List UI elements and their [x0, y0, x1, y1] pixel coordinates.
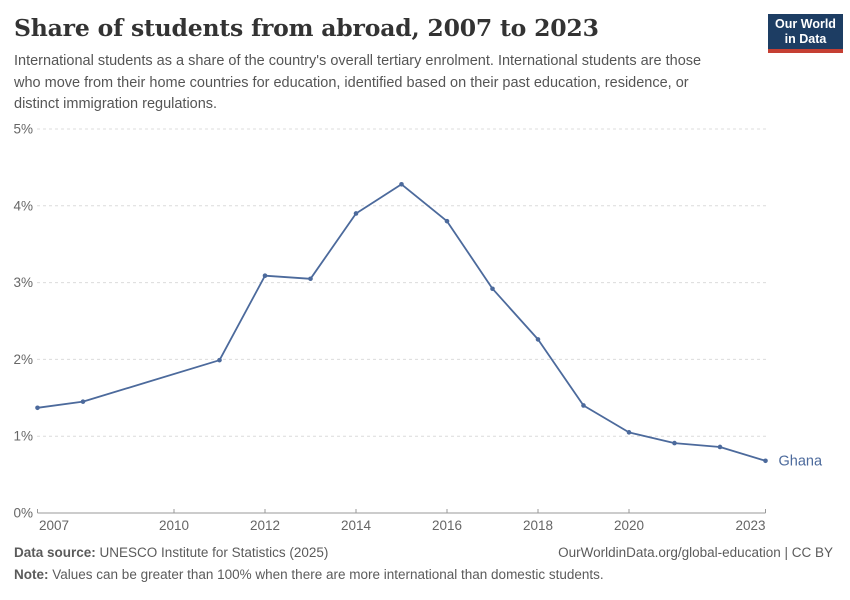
x-tick-label: 2012	[249, 518, 281, 533]
attribution-link[interactable]: OurWorldinData.org/global-education | CC BY	[558, 545, 833, 560]
data-point-marker[interactable]	[718, 445, 723, 450]
owid-logo-line2: in Data	[784, 31, 827, 46]
x-tick-label: 2010	[158, 518, 190, 533]
data-point-marker[interactable]	[490, 286, 495, 291]
x-tick-label: 2014	[340, 518, 372, 533]
data-point-marker[interactable]	[399, 182, 404, 187]
x-tick-label: 2007	[39, 518, 70, 533]
owid-logo-line1: Our World	[775, 16, 836, 31]
data-point-marker[interactable]	[217, 358, 222, 363]
data-source-value: UNESCO Institute for Statistics (2025)	[99, 545, 329, 560]
data-point-marker[interactable]	[627, 430, 632, 435]
data-point-marker[interactable]	[763, 458, 768, 463]
data-point-marker[interactable]	[308, 276, 313, 281]
note-label: Note:	[14, 567, 49, 582]
x-tick-label: 2016	[431, 518, 463, 533]
data-source	[14, 543, 328, 563]
chart-footer	[14, 543, 833, 585]
data-point-marker[interactable]	[35, 405, 40, 410]
chart-title: Share of students from abroad, 2007 to 2023	[14, 14, 599, 42]
y-tick-label: 0%	[13, 505, 33, 521]
note-value: Values can be greater than 100% when there are more international than domestic students.	[52, 567, 604, 582]
data-point-marker[interactable]	[536, 337, 541, 342]
data-point-marker[interactable]	[81, 399, 86, 404]
chart-line	[38, 184, 766, 461]
x-tick-label: 2018	[522, 518, 554, 533]
y-tick-label: 3%	[13, 275, 33, 291]
data-point-marker[interactable]	[672, 441, 677, 446]
data-point-marker[interactable]	[445, 219, 450, 224]
series-end-label[interactable]: Ghana	[778, 453, 823, 470]
y-tick-label: 5%	[13, 121, 33, 137]
x-tick-label: 2023	[735, 518, 766, 533]
data-point-marker[interactable]	[354, 211, 359, 216]
data-point-marker[interactable]	[581, 403, 586, 408]
x-tick-label: 2020	[613, 518, 645, 533]
chart-subtitle: International students as a share of the country's overall tertiary enrolment. International students are those who move from their home countries for education, identified based on their past education, residence, or distinct immigration regulations.	[14, 53, 702, 112]
data-source-label: Data source:	[14, 545, 96, 560]
chart-note	[14, 565, 833, 585]
y-tick-label: 1%	[13, 428, 33, 444]
data-point-marker[interactable]	[263, 273, 268, 278]
y-tick-label: 2%	[13, 351, 33, 367]
y-tick-label: 4%	[13, 198, 33, 214]
